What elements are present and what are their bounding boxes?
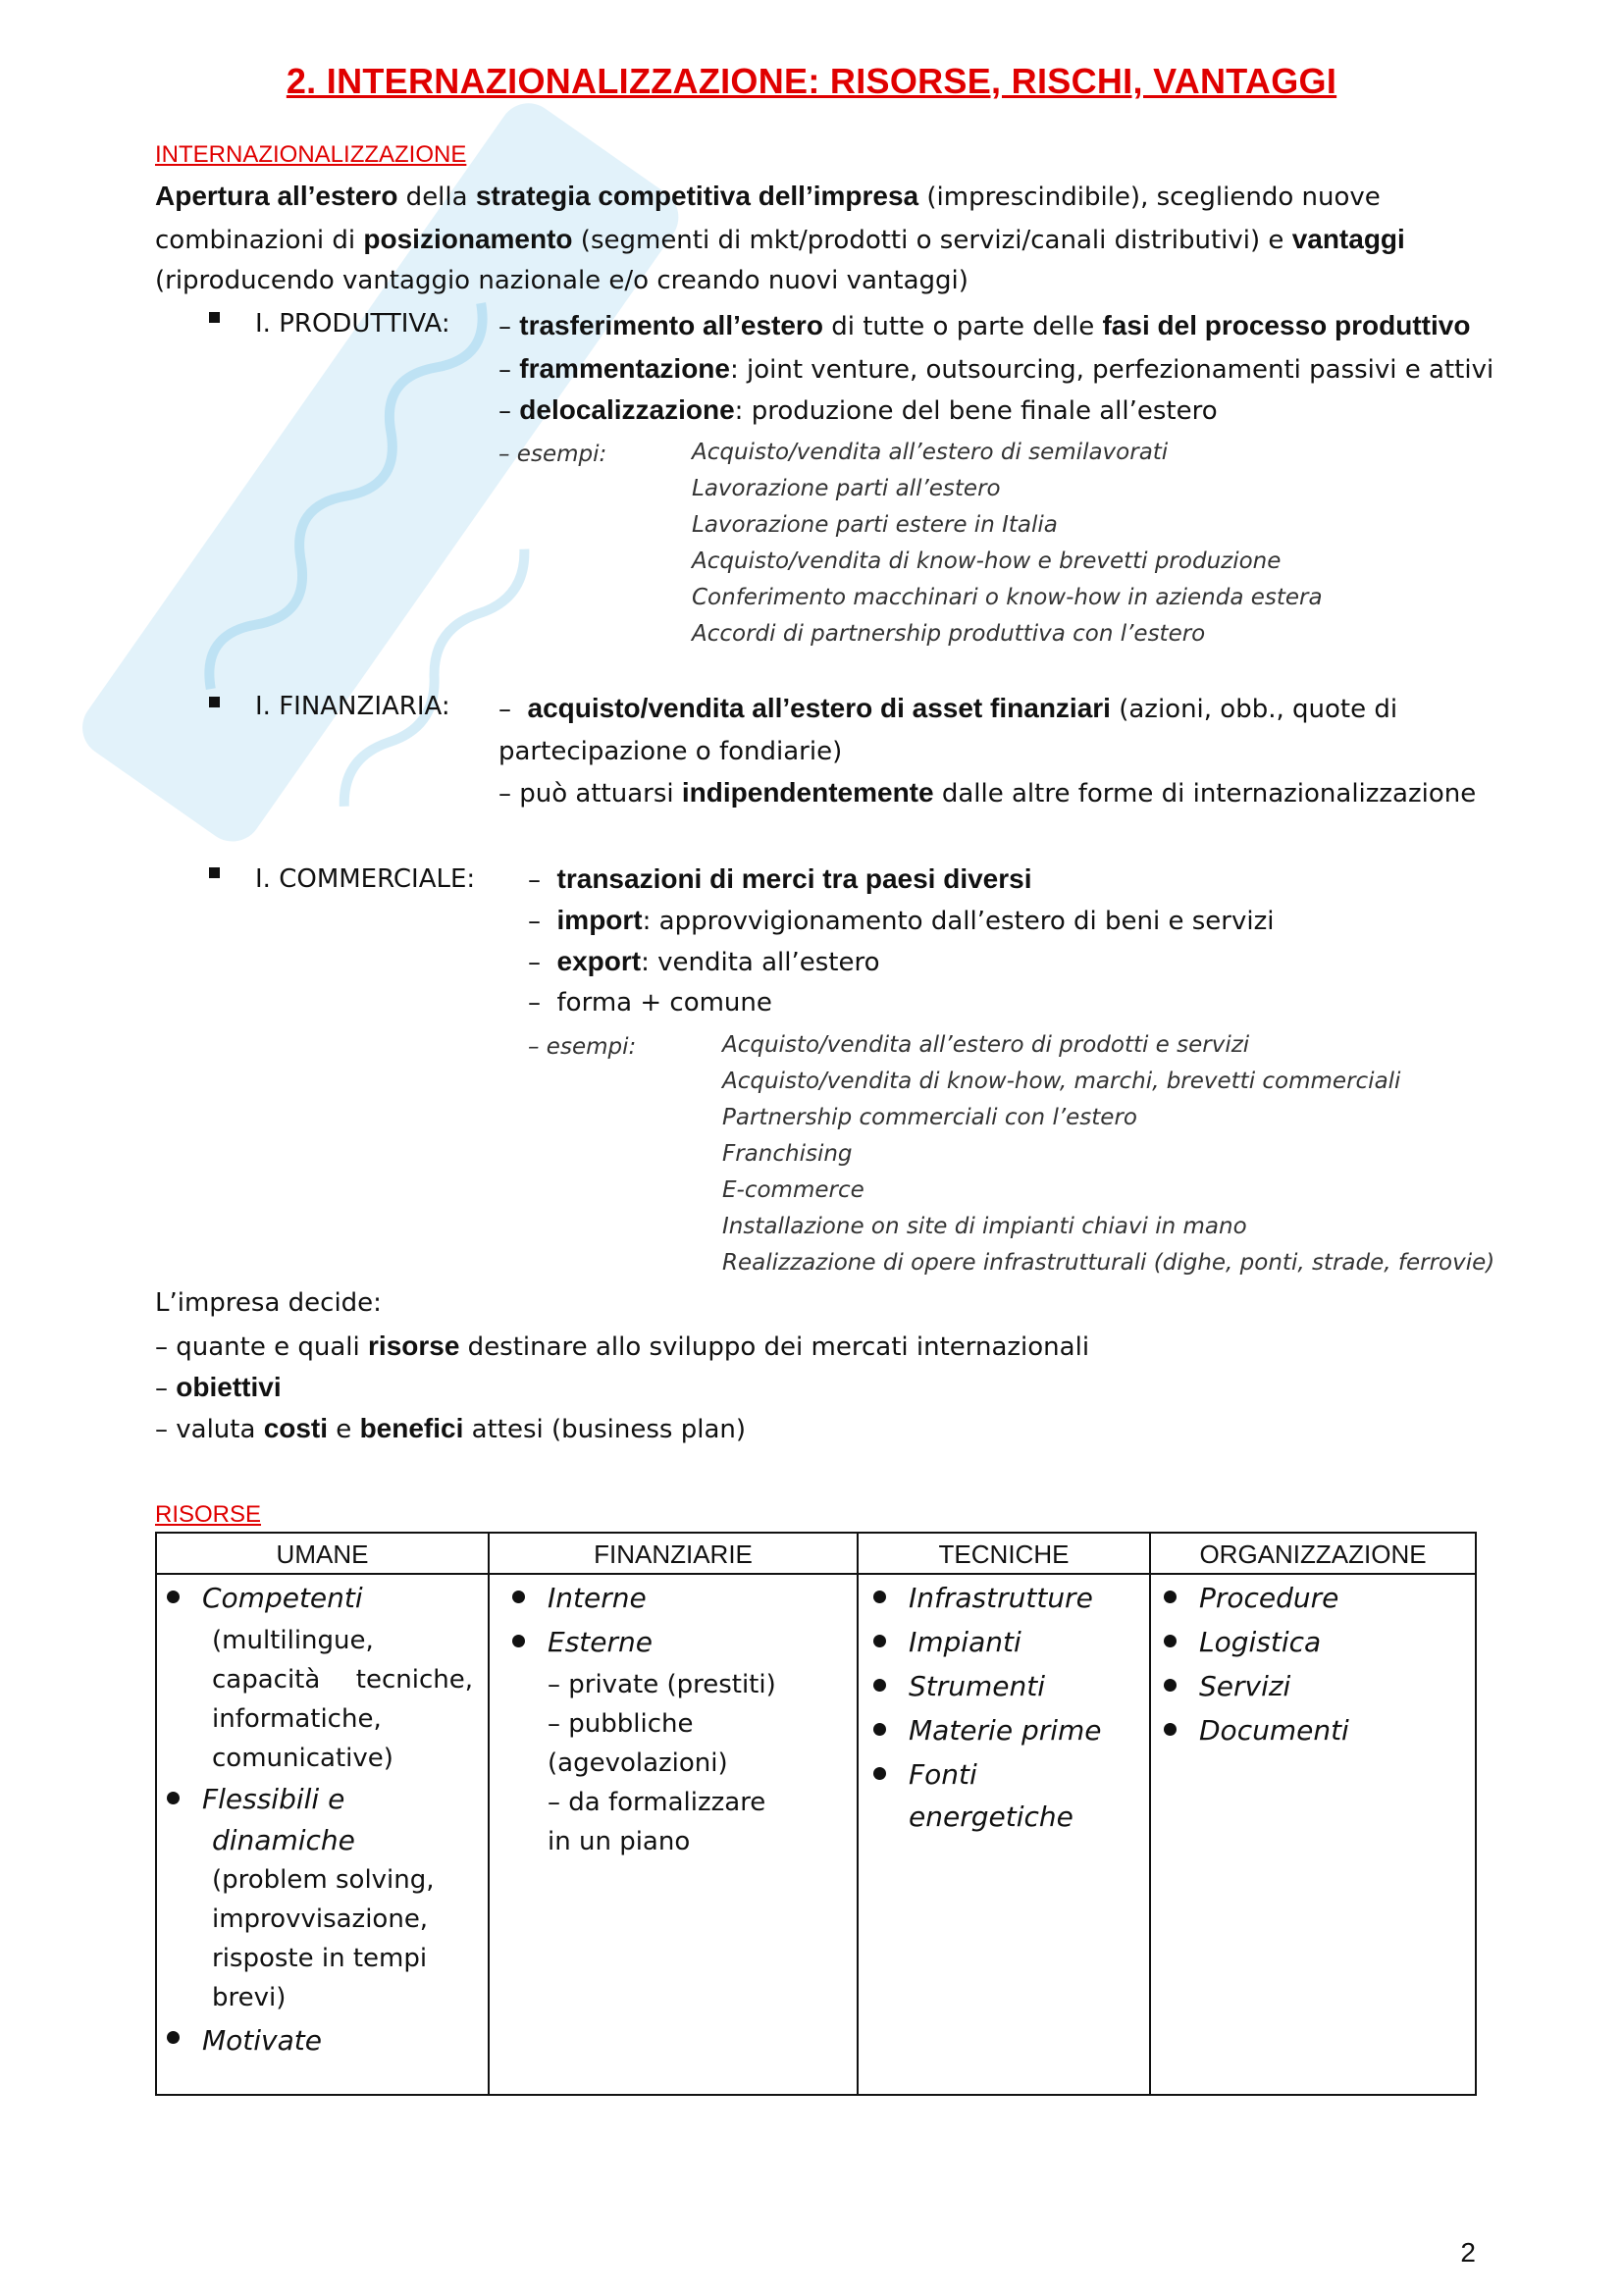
section-heading-risorse: RISORSE [155,1501,262,1528]
bullet-dot-icon [873,1679,886,1692]
list-item: Motivate [157,2017,473,2065]
decide-item-2: – obiettivi [155,1372,282,1403]
produttiva-examples-label: – esempi: [498,442,607,467]
commerciale-item-4: – forma + comune [528,988,772,1018]
intro-line-3: (riproducendo vantaggio nazionale e/o creando nuovi vantaggi) [155,266,969,295]
bullet-square-icon [209,312,220,323]
list-item: Impianti [864,1621,1148,1665]
example-item: E-commerce [722,1177,864,1203]
bullet-dot-icon [873,1635,886,1647]
risorse-table [155,1532,1477,2096]
list-item: Strumenti [864,1665,1148,1709]
bullet-square-icon [209,697,220,707]
bullet-dot-icon [873,1767,886,1780]
finanziaria-item-1: – acquisto/vendita all’estero di asset finanziari (azioni, obb., quote di [498,693,1398,724]
umane-flessibili-details: dinamiche (problem solving, improvvisazione, risposte in tempi brevi) [212,1824,435,2012]
list-item: Materie prime [864,1709,1148,1753]
bullet-square-icon [209,867,220,878]
example-item: Acquisto/vendita all’estero di prodotti e servizi [722,1032,1250,1058]
bullet-dot-icon [873,1591,886,1603]
example-item: Conferimento macchinari o know-how in azienda estera [692,585,1323,610]
list-item: Esterne [502,1621,846,1665]
column-header-umane: UMANE [276,1539,369,1569]
produttiva-examples-list [692,440,1323,657]
umane-competenti-details: (multilingue, capacità tecniche, informatiche, comunicative) [212,1626,473,1773]
commerciale-item-2: – import: approvvigionamento dall’estero di beni e servizi [528,905,1275,936]
list-item: Infrastrutture [864,1577,1148,1621]
list-item: Logistica [1154,1621,1468,1665]
decide-item-1: – quante e quali risorse destinare allo sviluppo dei mercati internazionali [155,1331,1090,1362]
bullet-dot-icon [167,1792,180,1804]
example-item: Installazione on site di impianti chiavi in mano [722,1214,1247,1239]
cell-umane [157,1577,473,2065]
finanziaria-item-1-cont: partecipazione o fondiarie) [498,737,843,766]
example-item: Realizzazione di opere infrastrutturali (dighe, ponti, strade, ferrovie) [722,1250,1495,1276]
commerciale-examples-label: – esempi: [528,1034,637,1060]
bullet-dot-icon [167,1591,180,1603]
tecniche-fonti-cont: energetiche [909,1800,1073,1833]
produttiva-item-1: – trasferimento all’estero di tutte o parte delle fasi del processo produttivo [498,310,1471,341]
list-item: Competenti [157,1577,473,1621]
bullet-dot-icon [512,1635,525,1647]
bullet-dot-icon [873,1723,886,1736]
commerciale-label: I. COMMERCIALE: [255,864,476,894]
produttiva-item-3: – delocalizzazione: produzione del bene finale all’estero [498,394,1218,426]
example-item: Lavorazione parti estere in Italia [692,512,1058,538]
column-header-organizzazione: ORGANIZZAZIONE [1199,1539,1427,1569]
decide-item-3: – valuta costi e benefici attesi (business plan) [155,1413,747,1444]
list-item: Documenti [1154,1709,1468,1753]
column-divider [488,1534,490,2094]
finanziarie-esterne-details: – private (prestiti) – pubbliche (agevolazioni) – da formalizzare in un piano [548,1670,776,1856]
column-header-finanziarie: FINANZIARIE [594,1539,753,1569]
list-item: Procedure [1154,1577,1468,1621]
page-number: 2 [1460,2237,1476,2268]
example-item: Accordi di partnership produttiva con l’estero [692,621,1206,647]
cell-tecniche [864,1577,1148,1837]
bullet-dot-icon [1164,1723,1177,1736]
finanziaria-label: I. FINANZIARIA: [255,692,450,721]
example-item: Lavorazione parti all’estero [692,476,1001,501]
bullet-dot-icon [512,1591,525,1603]
intro-line-1: Apertura all’estero della strategia competitiva dell’impresa (imprescindibile), scegliendo nuove [155,181,1381,212]
example-item: Acquisto/vendita all’estero di semilavorati [692,440,1169,465]
bullet-dot-icon [1164,1635,1177,1647]
list-item: Servizi [1154,1665,1468,1709]
commerciale-examples-list [722,1032,1494,1286]
cell-organizzazione [1154,1577,1468,1753]
page-title: 2. INTERNAZIONALIZZAZIONE: RISORSE, RISCHI, VANTAGGI [286,61,1337,101]
produttiva-item-2: – frammentazione: joint venture, outsourcing, perfezionamenti passivi e attivi [498,353,1494,385]
example-item: Franchising [722,1141,853,1167]
commerciale-item-3: – export: vendita all’estero [528,946,880,977]
list-item: Fonti [864,1753,1148,1798]
example-item: Partnership commerciali con l’estero [722,1105,1137,1130]
column-header-tecniche: TECNICHE [938,1539,1070,1569]
column-divider [1149,1534,1151,2094]
example-item: Acquisto/vendita di know-how e brevetti produzione [692,548,1282,574]
section-heading-internazionalizzazione: INTERNAZIONALIZZAZIONE [155,141,467,168]
column-divider [857,1534,859,2094]
bullet-dot-icon [1164,1591,1177,1603]
intro-line-2: combinazioni di posizionamento (segmenti di mkt/prodotti o servizi/canali distributivi) e vantaggi [155,224,1405,255]
list-item: Flessibili e [157,1778,473,1821]
decide-intro: L’impresa decide: [155,1288,382,1318]
commerciale-item-1: – transazioni di merci tra paesi diversi [528,863,1032,895]
produttiva-label: I. PRODUTTIVA: [255,309,450,339]
example-item: Acquisto/vendita di know-how, marchi, brevetti commerciali [722,1069,1401,1094]
list-item: Interne [502,1577,846,1621]
bullet-dot-icon [167,2031,180,2044]
finanziaria-item-2: – può attuarsi indipendentemente dalle altre forme di internazionalizzazione [498,777,1477,809]
bullet-dot-icon [1164,1679,1177,1692]
cell-finanziarie [502,1577,846,1861]
